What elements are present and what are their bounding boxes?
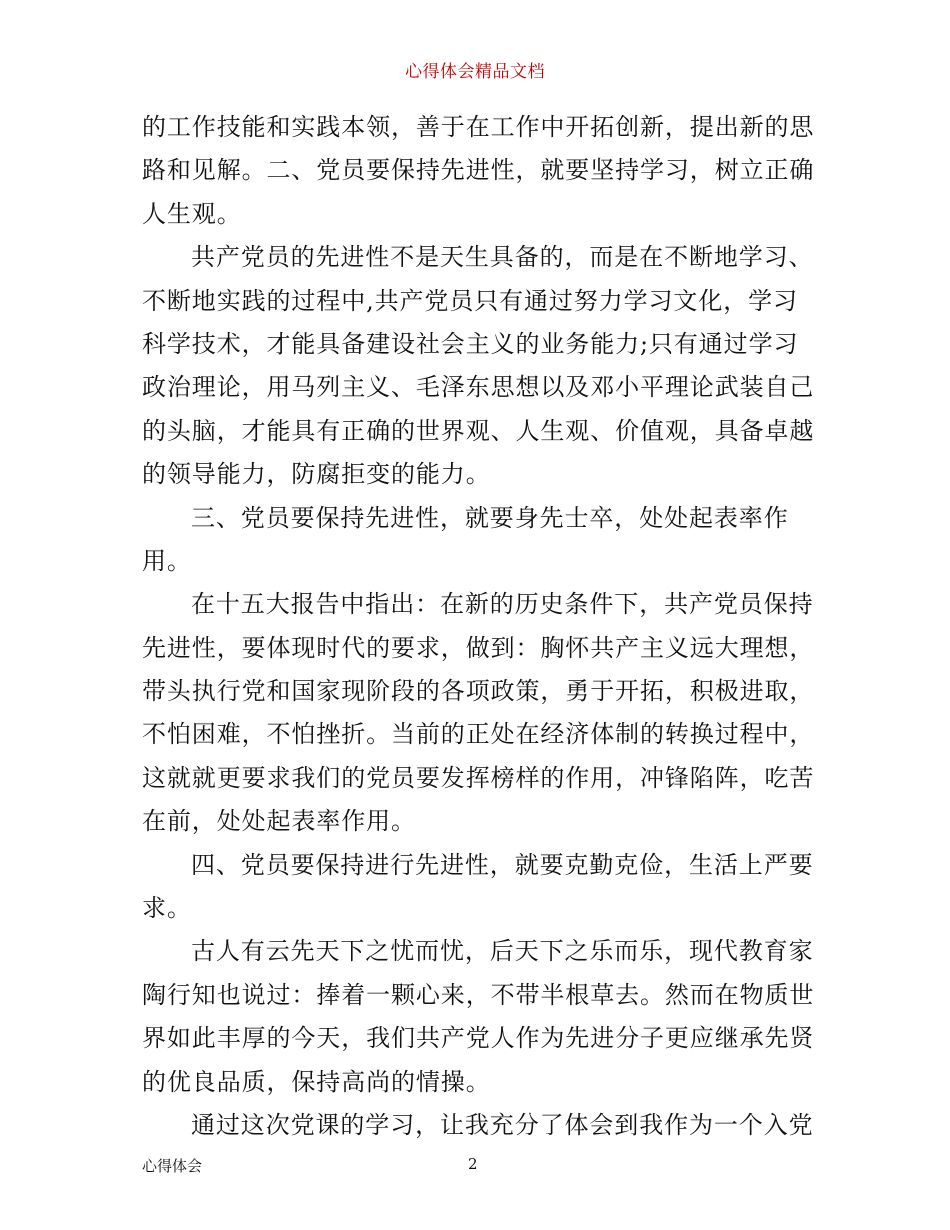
document-body xyxy=(142,106,814,1147)
text-line: 在十五大报告中指出：在新的历史条件下，共产党员保持 xyxy=(191,590,814,619)
text-line: 不断地实践的过程中,共产党员只有通过努力学习文化，学习 xyxy=(142,286,798,315)
text-line: 求。 xyxy=(142,894,192,923)
text-line: 用。 xyxy=(142,546,192,575)
text-line: 通过这次党课的学习，让我充分了体会到我作为一个入党 xyxy=(191,1110,814,1139)
text-line: 四、党员要保持进行先进性，就要克勤克俭，生活上严要 xyxy=(191,850,814,879)
text-line: 的头脑，才能具有正确的世界观、人生观、价值观，具备卓越 xyxy=(142,416,815,445)
text-line: 古人有云先天下之忧而忧，后天下之乐而乐，现代教育家 xyxy=(191,937,814,966)
text-line: 路和见解。二、党员要保持先进性，就要坚持学习，树立正确 xyxy=(142,156,815,185)
text-line: 的领导能力，防腐拒变的能力。 xyxy=(142,460,491,489)
text-line: 科学技术，才能具备建设社会主义的业务能力;只有通过学习 xyxy=(142,329,799,358)
text-line: 的工作技能和实践本领，善于在工作中开拓创新，提出新的思 xyxy=(142,113,815,141)
text-line: 的优良品质，保持高尚的情操。 xyxy=(142,1067,491,1096)
text-line: 带头执行党和国家现阶段的各项政策，勇于开拓，积极进取， xyxy=(142,677,815,706)
page-header-title: 心得体会精品文档 xyxy=(405,62,545,82)
text-line: 在前，处处起表率作用。 xyxy=(142,807,416,836)
text-line: 这就就更要求我们的党员要发挥榜样的作用，冲锋陷阵，吃苦 xyxy=(142,763,815,792)
footer-label: 心得体会 xyxy=(142,1157,203,1175)
text-line: 三、党员要保持先进性，就要身先士卒，处处起表率作 xyxy=(191,503,789,532)
text-line: 共产党员的先进性不是天生具备的，而是在不断地学习、 xyxy=(191,243,814,272)
text-line: 界如此丰厚的今天，我们共产党人作为先进分子更应继承先贤 xyxy=(142,1024,815,1053)
text-line: 不怕困难，不怕挫折。当前的正处在经济体制的转换过程中， xyxy=(142,720,815,749)
text-line: 先进性，要体现时代的要求，做到：胸怀共产主义远大理想， xyxy=(142,633,815,662)
page-number: 2 xyxy=(468,1155,478,1173)
text-line: 人生观。 xyxy=(142,199,242,228)
text-line: 陶行知也说过：捧着一颗心来，不带半根草去。然而在物质世 xyxy=(142,980,815,1009)
text-line: 政治理论，用马列主义、毛泽东思想以及邓小平理论武装自己 xyxy=(142,373,815,402)
